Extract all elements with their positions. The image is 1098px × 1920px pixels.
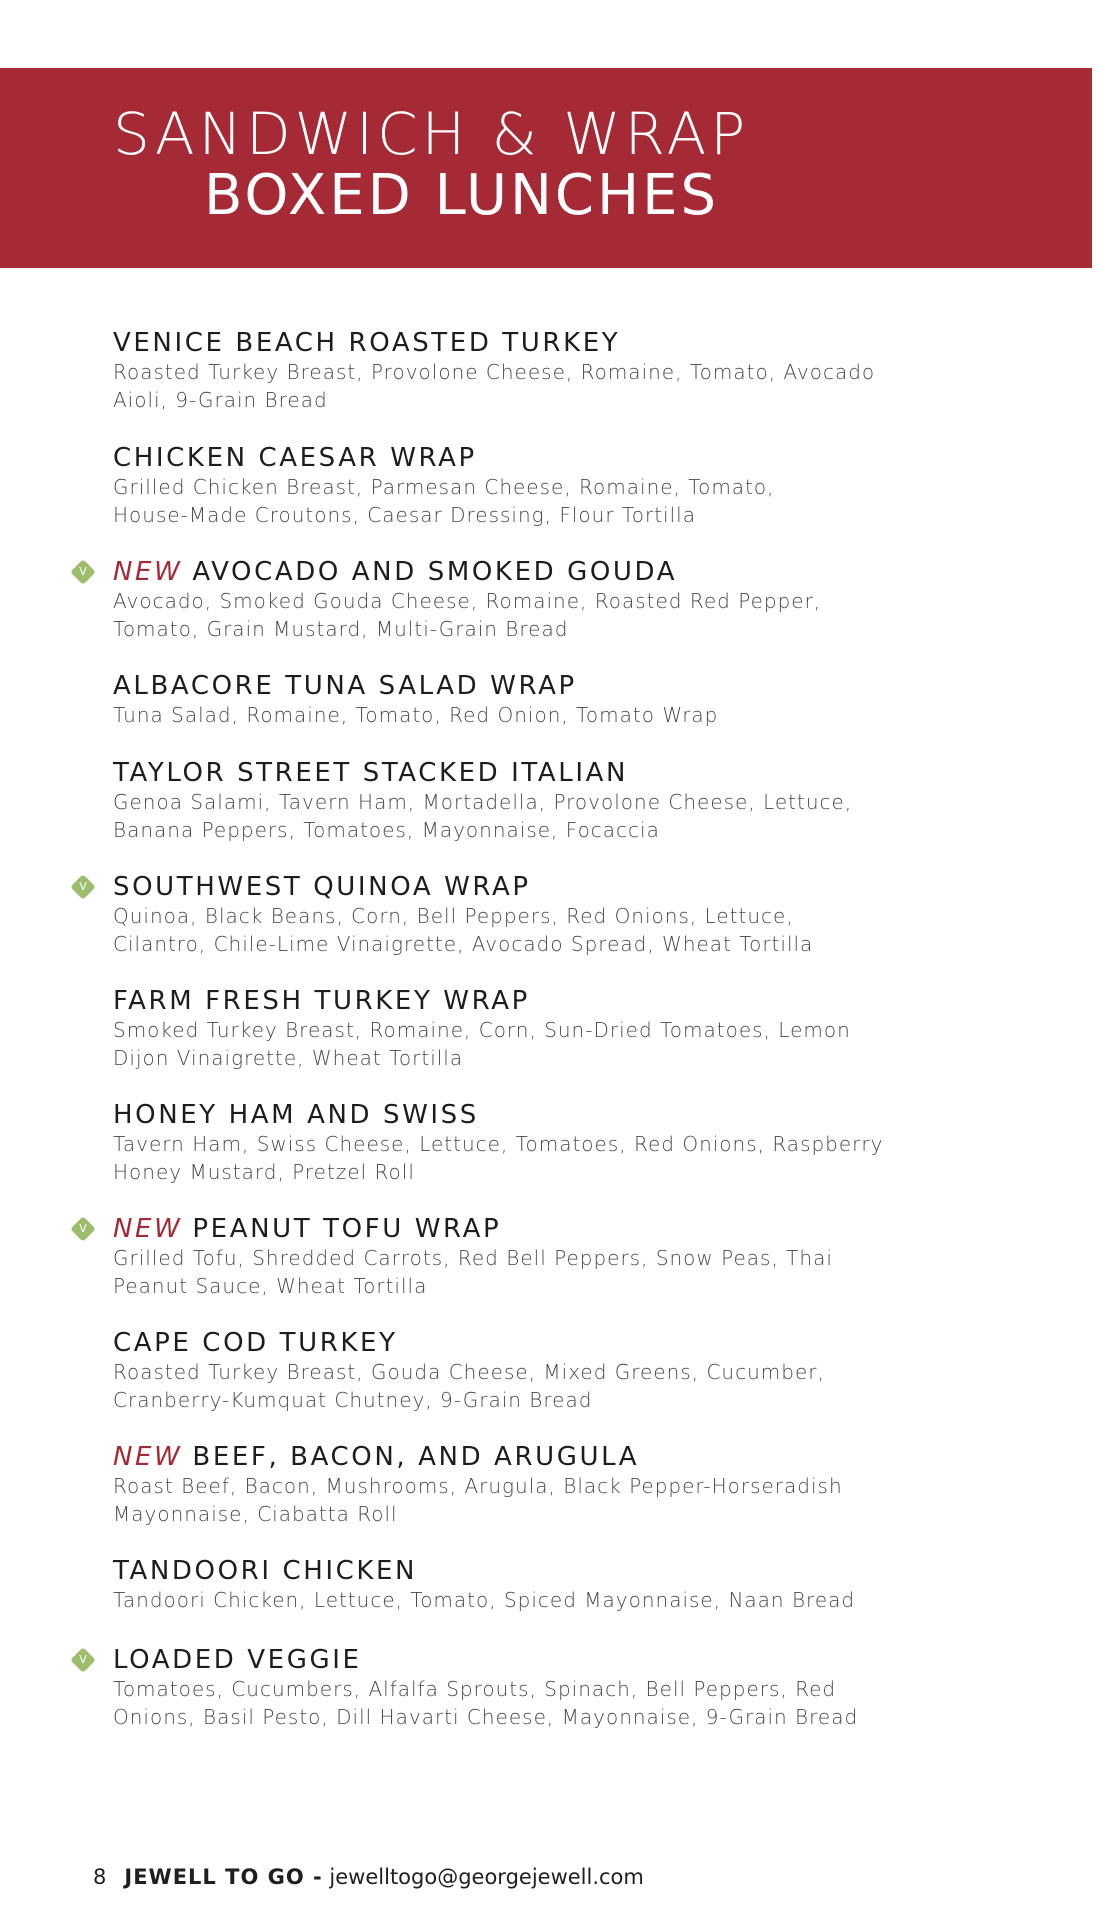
menu-item-name: TAYLOR STREET STACKED ITALIAN (113, 758, 629, 788)
menu-item (79, 1214, 1013, 1300)
page-title-line1: SANDWICH & WRAP (113, 100, 750, 168)
menu-item-name: FARM FRESH TURKEY WRAP (113, 986, 530, 1016)
vegetarian-icon: V (71, 875, 95, 899)
menu-item-description: Roasted Turkey Breast, Provolone Cheese, Romaine, Tomato, Avocado Aioli, 9-Grain Bread (113, 360, 876, 412)
new-tag: NEW (113, 1442, 183, 1472)
menu-item-name: SOUTHWEST QUINOA WRAP (113, 872, 531, 902)
menu-item (79, 872, 1013, 958)
menu-item-description: Tomatoes, Cucumbers, Alfalfa Sprouts, Spinach, Bell Peppers, Red Onions, Basil Pesto, Dill Havarti Cheese, Mayonnaise, 9-Grain Bread (113, 1677, 859, 1729)
menu-item-description: Roasted Turkey Breast, Gouda Cheese, Mixed Greens, Cucumber, Cranberry-Kumquat Chutney, 9-Grain Bread (113, 1360, 825, 1412)
menu-item (113, 1100, 1013, 1186)
new-tag: NEW (113, 1214, 183, 1244)
menu-item (113, 1556, 1013, 1614)
menu-item-description: Grilled Chicken Breast, Parmesan Cheese, Romaine, Tomato, House-Made Croutons, Caesar Dressing, Flour Tortilla (113, 475, 775, 527)
vegetarian-icon: V (71, 1217, 95, 1241)
menu-item-description: Quinoa, Black Beans, Corn, Bell Peppers, Red Onions, Lettuce, Cilantro, Chile-Lime Vinaigrette, Avocado Spread, Wheat Tortilla (113, 904, 814, 956)
menu-item (113, 671, 1013, 729)
menu-item-name: HONEY HAM AND SWISS (113, 1100, 479, 1130)
menu-item-name: CHICKEN CAESAR WRAP (113, 443, 477, 473)
menu-item (113, 758, 1013, 844)
menu-item (113, 1442, 1013, 1528)
menu-item-name: CAPE COD TURKEY (113, 1328, 398, 1358)
menu-item-description: Tandoori Chicken, Lettuce, Tomato, Spiced Mayonnaise, Naan Bread (113, 1588, 856, 1612)
menu-item (113, 443, 1013, 529)
menu-item-description: Tuna Salad, Romaine, Tomato, Red Onion, Tomato Wrap (113, 703, 719, 727)
vegetarian-icon: V (71, 560, 95, 584)
menu-item (113, 328, 1013, 414)
menu-item-description: Genoa Salami, Tavern Ham, Mortadella, Provolone Cheese, Lettuce, Banana Peppers, Tomatoes, Mayonnaise, Focaccia (113, 790, 853, 842)
footer-brand: JEWELL TO GO - (124, 1865, 323, 1889)
menu-item-name: ALBACORE TUNA SALAD WRAP (113, 671, 577, 701)
menu-item (79, 1645, 1013, 1731)
footer-email[interactable]: jewelltogo@georgejewell.com (329, 1865, 644, 1889)
menu-item-description: Roast Beef, Bacon, Mushrooms, Arugula, Black Pepper-Horseradish Mayonnaise, Ciabatta Roll (113, 1474, 843, 1526)
menu-item-description: Smoked Turkey Breast, Romaine, Corn, Sun-Dried Tomatoes, Lemon Dijon Vinaigrette, Wheat Tortilla (113, 1018, 851, 1070)
page-footer (93, 1864, 644, 1890)
menu-item (113, 986, 1013, 1072)
page-title-line2: BOXED LUNCHES (204, 163, 720, 228)
page-number: 8 (93, 1865, 107, 1889)
menu-item-name: NEW BEEF, BACON, AND ARUGULA (113, 1442, 640, 1472)
menu-item-description: Avocado, Smoked Gouda Cheese, Romaine, Roasted Red Pepper, Tomato, Grain Mustard, Multi-Grain Bread (113, 589, 822, 641)
menu-item-name: LOADED VEGGIE (113, 1645, 362, 1675)
new-tag: NEW (113, 557, 183, 587)
vegetarian-icon: V (71, 1648, 95, 1672)
menu-item-name: TANDOORI CHICKEN (113, 1556, 418, 1586)
menu-item-description: Grilled Tofu, Shredded Carrots, Red Bell Peppers, Snow Peas, Thai Peanut Sauce, Wheat Tortilla (113, 1246, 833, 1298)
menu-item (113, 1328, 1013, 1414)
menu-item (79, 557, 1013, 643)
menu-item-description: Tavern Ham, Swiss Cheese, Lettuce, Tomatoes, Red Onions, Raspberry Honey Mustard, Pretzel Roll (113, 1132, 884, 1184)
menu-item-name: NEW PEANUT TOFU WRAP (113, 1214, 502, 1244)
menu-item-name: VENICE BEACH ROASTED TURKEY (113, 328, 621, 358)
menu-item-name: NEW AVOCADO AND SMOKED GOUDA (113, 557, 678, 587)
